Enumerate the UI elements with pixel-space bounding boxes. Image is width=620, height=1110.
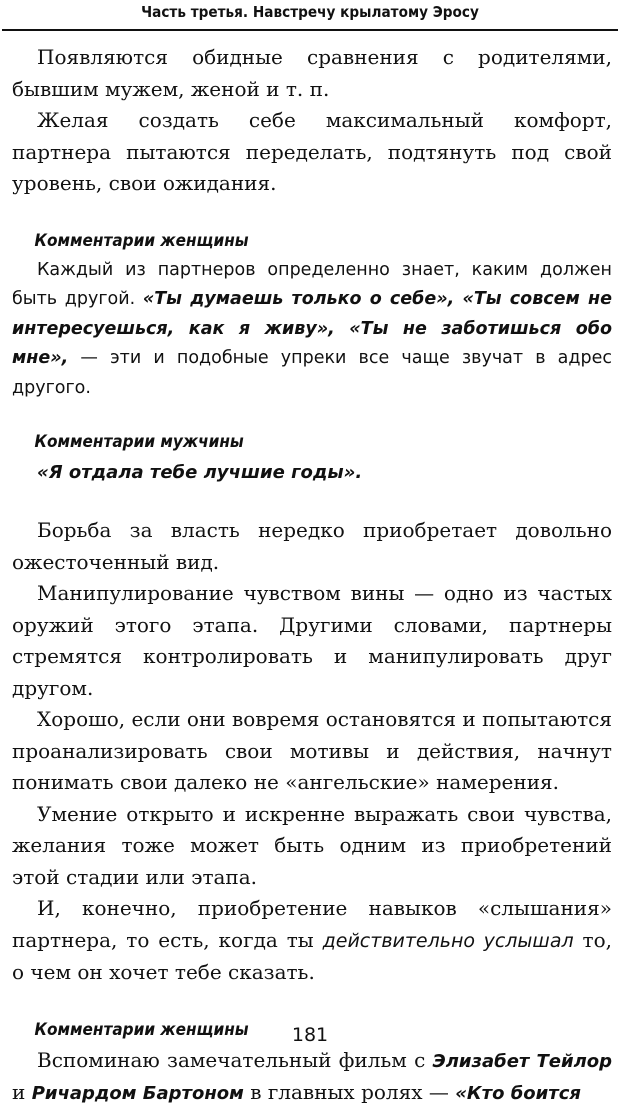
emphasis-text: действительно услышал <box>322 929 574 952</box>
paragraph <box>12 1045 612 1110</box>
paragraph: Борьба за власть нередко приобретает довольно ожесточенный вид. <box>12 518 612 574</box>
paragraph-text: Вспоминаю замечательный фильм с <box>37 1047 433 1072</box>
paragraph <box>12 893 612 989</box>
section-gap <box>12 403 612 427</box>
section-subhead: Комментарии мужчины <box>34 432 244 452</box>
paragraph <box>12 256 612 404</box>
page-number: 181 <box>291 1024 329 1046</box>
header-rule <box>2 29 618 31</box>
paragraph: Манипулирование чувством вины — одно из частых оружий этого этапа. Другими словами, партнеры стремятся контролировать и манипулировать друг другом. <box>12 581 612 700</box>
film-title: «Кто боится <box>455 1083 581 1104</box>
page-body <box>12 42 612 1110</box>
paragraph-text: и <box>12 1080 32 1104</box>
paragraph: Хорошо, если они вовремя остановятся и попытаются проанализировать свои мотивы и действия, начнут понимать свои далеко не «ангельские» намерения. <box>12 707 612 794</box>
paragraph-text: Каждый из партнеров определенно знает, каким должен быть другой. <box>12 259 612 309</box>
quote: «Я отдала тебе лучшие годы». <box>37 462 363 483</box>
paragraph-text: то, о чем он хочет тебе сказать. <box>12 927 612 984</box>
section-gap <box>12 200 612 226</box>
actor-name: Ричардом Бартоном <box>31 1083 244 1104</box>
paragraph: Желая создать себе максимальный комфорт, партнера пытаются переделать, подтянуть под свой уровень, свои ожидания. <box>12 108 612 195</box>
running-header: Часть третья. Навстречу крылатому Эросу <box>141 3 479 21</box>
section-subhead: Комментарии женщины <box>34 230 249 251</box>
section-gap <box>12 989 612 1015</box>
quoted-reproaches: «Ты думаешь только о себе», «Ты совсем не интересуешься, как я живу», «Ты не заботишься обо мне», <box>12 289 612 368</box>
paragraph-text: И, конечно, приобретение навыков «слышания» партнера, то есть, когда ты <box>12 896 612 952</box>
paragraph: Умение открыто и искренне выражать свои чувства, желания тоже может быть одним из приобретений этой стадии или этапа. <box>12 801 612 889</box>
actor-name: Элизабет Тейлор <box>432 1050 613 1072</box>
paragraph-text: в главных ролях — <box>243 1080 456 1104</box>
paragraph: Появляются обидные сравнения с родителями, бывшим мужем, женой и т. п. <box>12 45 612 101</box>
paragraph-text: — эти и подобные упреки все чаще звучат в адрес другого. <box>12 348 612 398</box>
section-subhead: Комментарии женщины <box>34 1019 249 1040</box>
section-gap <box>12 489 612 515</box>
